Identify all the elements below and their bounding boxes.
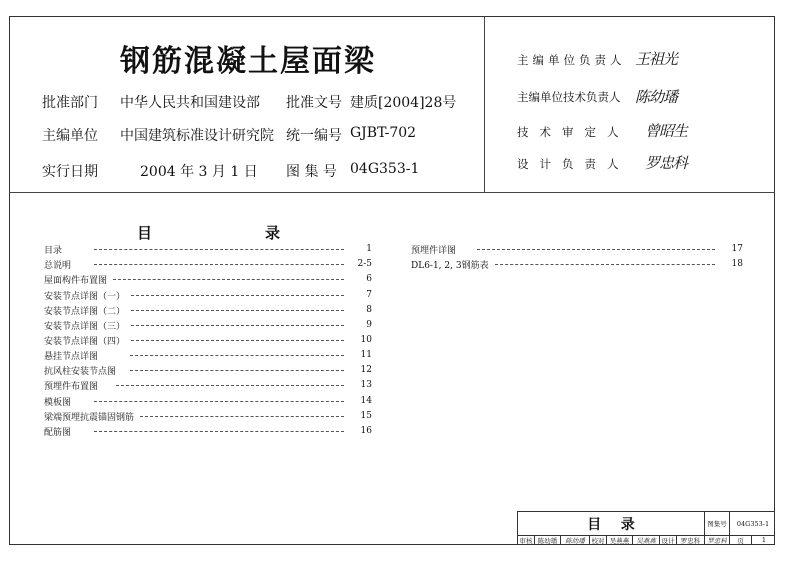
toc-item[interactable]	[44, 288, 372, 302]
approval-doc-label: 批准文号	[286, 95, 342, 111]
atlas-number-value: 04G353-1	[736, 519, 770, 528]
leader-dashes	[477, 249, 715, 250]
designer-name: 罗忠科	[677, 535, 705, 545]
designer-signature: 罗忠科	[705, 535, 730, 545]
signature-role: 主编单位技术负责人	[517, 90, 621, 104]
design-label: 设计	[660, 535, 677, 545]
toc-page: 16	[360, 426, 372, 436]
atlas-title: 钢筋混凝土屋面梁	[120, 44, 376, 79]
leader-dashes	[94, 431, 344, 432]
toc-page: 15	[360, 411, 372, 421]
toc-item[interactable]	[44, 363, 372, 377]
review-label: 审核	[518, 535, 535, 545]
effective-date-label: 实行日期	[42, 164, 98, 180]
check-label: 校对	[590, 535, 607, 545]
signature-role: 主编单位负责人	[517, 53, 626, 67]
toc-item[interactable]	[411, 242, 743, 256]
toc-label: 屋面构件布置图	[44, 275, 108, 286]
toc-item[interactable]	[44, 333, 372, 347]
toc-label: 模板图	[44, 397, 72, 408]
leader-dashes	[130, 355, 344, 356]
toc-item[interactable]	[44, 272, 372, 286]
toc-item[interactable]	[44, 378, 372, 392]
toc-page: 10	[360, 335, 372, 345]
title-block	[517, 511, 775, 545]
toc-item[interactable]	[44, 303, 372, 317]
toc-label: 总说明	[44, 260, 72, 271]
toc-label: 梁端预埋抗震锚固钢筋	[44, 412, 135, 423]
toc-label: 安装节点详图（三）	[44, 321, 126, 332]
toc-label: 安装节点详图（二）	[44, 306, 126, 317]
leader-dashes	[131, 310, 344, 311]
sheet-title: 目 录	[518, 512, 705, 535]
approval-dept-label: 批准部门	[42, 95, 98, 111]
checker-signature: 吴燕燕	[633, 535, 660, 545]
toc-page: 9	[366, 320, 372, 330]
toc-page: 18	[731, 259, 743, 269]
leader-dashes	[113, 279, 344, 280]
signature: 罗忠科	[645, 154, 688, 172]
toc-page: 7	[366, 290, 372, 300]
header-vertical-divider	[484, 16, 485, 193]
leader-dashes	[94, 264, 344, 265]
toc-title-right: 录	[265, 224, 281, 242]
toc-page: 2-5	[357, 259, 372, 269]
toc-label: 安装节点详图（四）	[44, 336, 126, 347]
toc-title-left: 目	[137, 224, 153, 242]
signature: 曾昭生	[645, 122, 688, 140]
effective-date-value: 2004 年 3 月 1 日	[140, 164, 258, 180]
leader-dashes	[116, 385, 344, 386]
approval-dept-value: 中华人民共和国建设部	[120, 95, 260, 111]
checker-name: 吴燕燕	[607, 535, 633, 545]
atlas-number-value: 04G353-1	[350, 161, 420, 177]
toc-label: 安装节点详图（一）	[44, 291, 126, 302]
leader-dashes	[140, 416, 344, 417]
approval-doc-value: 建质[2004]28号	[350, 95, 457, 111]
leader-dashes	[495, 264, 715, 265]
leader-dashes	[131, 295, 344, 296]
toc-item[interactable]	[44, 257, 372, 271]
page-number: 1	[761, 536, 767, 544]
toc-page: 14	[360, 396, 372, 406]
unified-code-value: GJBT-702	[350, 125, 417, 141]
toc-label: 预埋件布置图	[44, 381, 99, 392]
toc-item[interactable]	[44, 409, 372, 423]
reviewer-name: 陈幼璠	[535, 535, 561, 545]
toc-item[interactable]	[44, 348, 372, 362]
editor-unit-value: 中国建筑标准设计研究院	[120, 128, 274, 144]
leader-dashes	[130, 370, 344, 371]
toc-label: 目录	[44, 245, 63, 256]
toc-label: 抗风柱安装节点图	[44, 366, 117, 377]
signature: 陈幼璠	[635, 88, 678, 106]
toc-label: 悬挂节点详图	[44, 351, 99, 362]
toc-label: DL6-1, 2, 3钢筋表	[411, 260, 489, 271]
toc-item[interactable]	[44, 318, 372, 332]
toc-item[interactable]	[44, 424, 372, 438]
toc-label: 配筋图	[44, 427, 72, 438]
toc-label: 预埋件详图	[411, 245, 457, 256]
leader-dashes	[94, 249, 344, 250]
toc-page: 11	[360, 350, 372, 360]
leader-dashes	[131, 340, 344, 341]
signature-role: 设计负责人	[517, 157, 630, 171]
header-divider	[9, 192, 775, 193]
toc-page: 13	[360, 380, 372, 390]
toc-page: 1	[366, 244, 372, 254]
atlas-number-label: 图集号	[705, 512, 730, 535]
toc-page: 12	[360, 365, 372, 375]
signature: 王祖光	[635, 50, 678, 68]
editor-unit-label: 主编单位	[42, 128, 98, 144]
unified-code-label: 统一编号	[286, 128, 342, 144]
signature-role: 技术审定人	[517, 125, 630, 139]
toc-page: 17	[731, 244, 743, 254]
atlas-number-label: 图 集 号	[286, 164, 337, 180]
toc-item[interactable]	[44, 242, 372, 256]
toc-item[interactable]	[411, 257, 743, 271]
leader-dashes	[131, 325, 344, 326]
reviewer-signature: 陈幼璠	[561, 535, 590, 545]
toc-item[interactable]	[44, 394, 372, 408]
toc-page: 8	[366, 305, 372, 315]
page-label: 页	[730, 535, 752, 545]
toc-page: 6	[366, 274, 372, 284]
leader-dashes	[94, 401, 344, 402]
